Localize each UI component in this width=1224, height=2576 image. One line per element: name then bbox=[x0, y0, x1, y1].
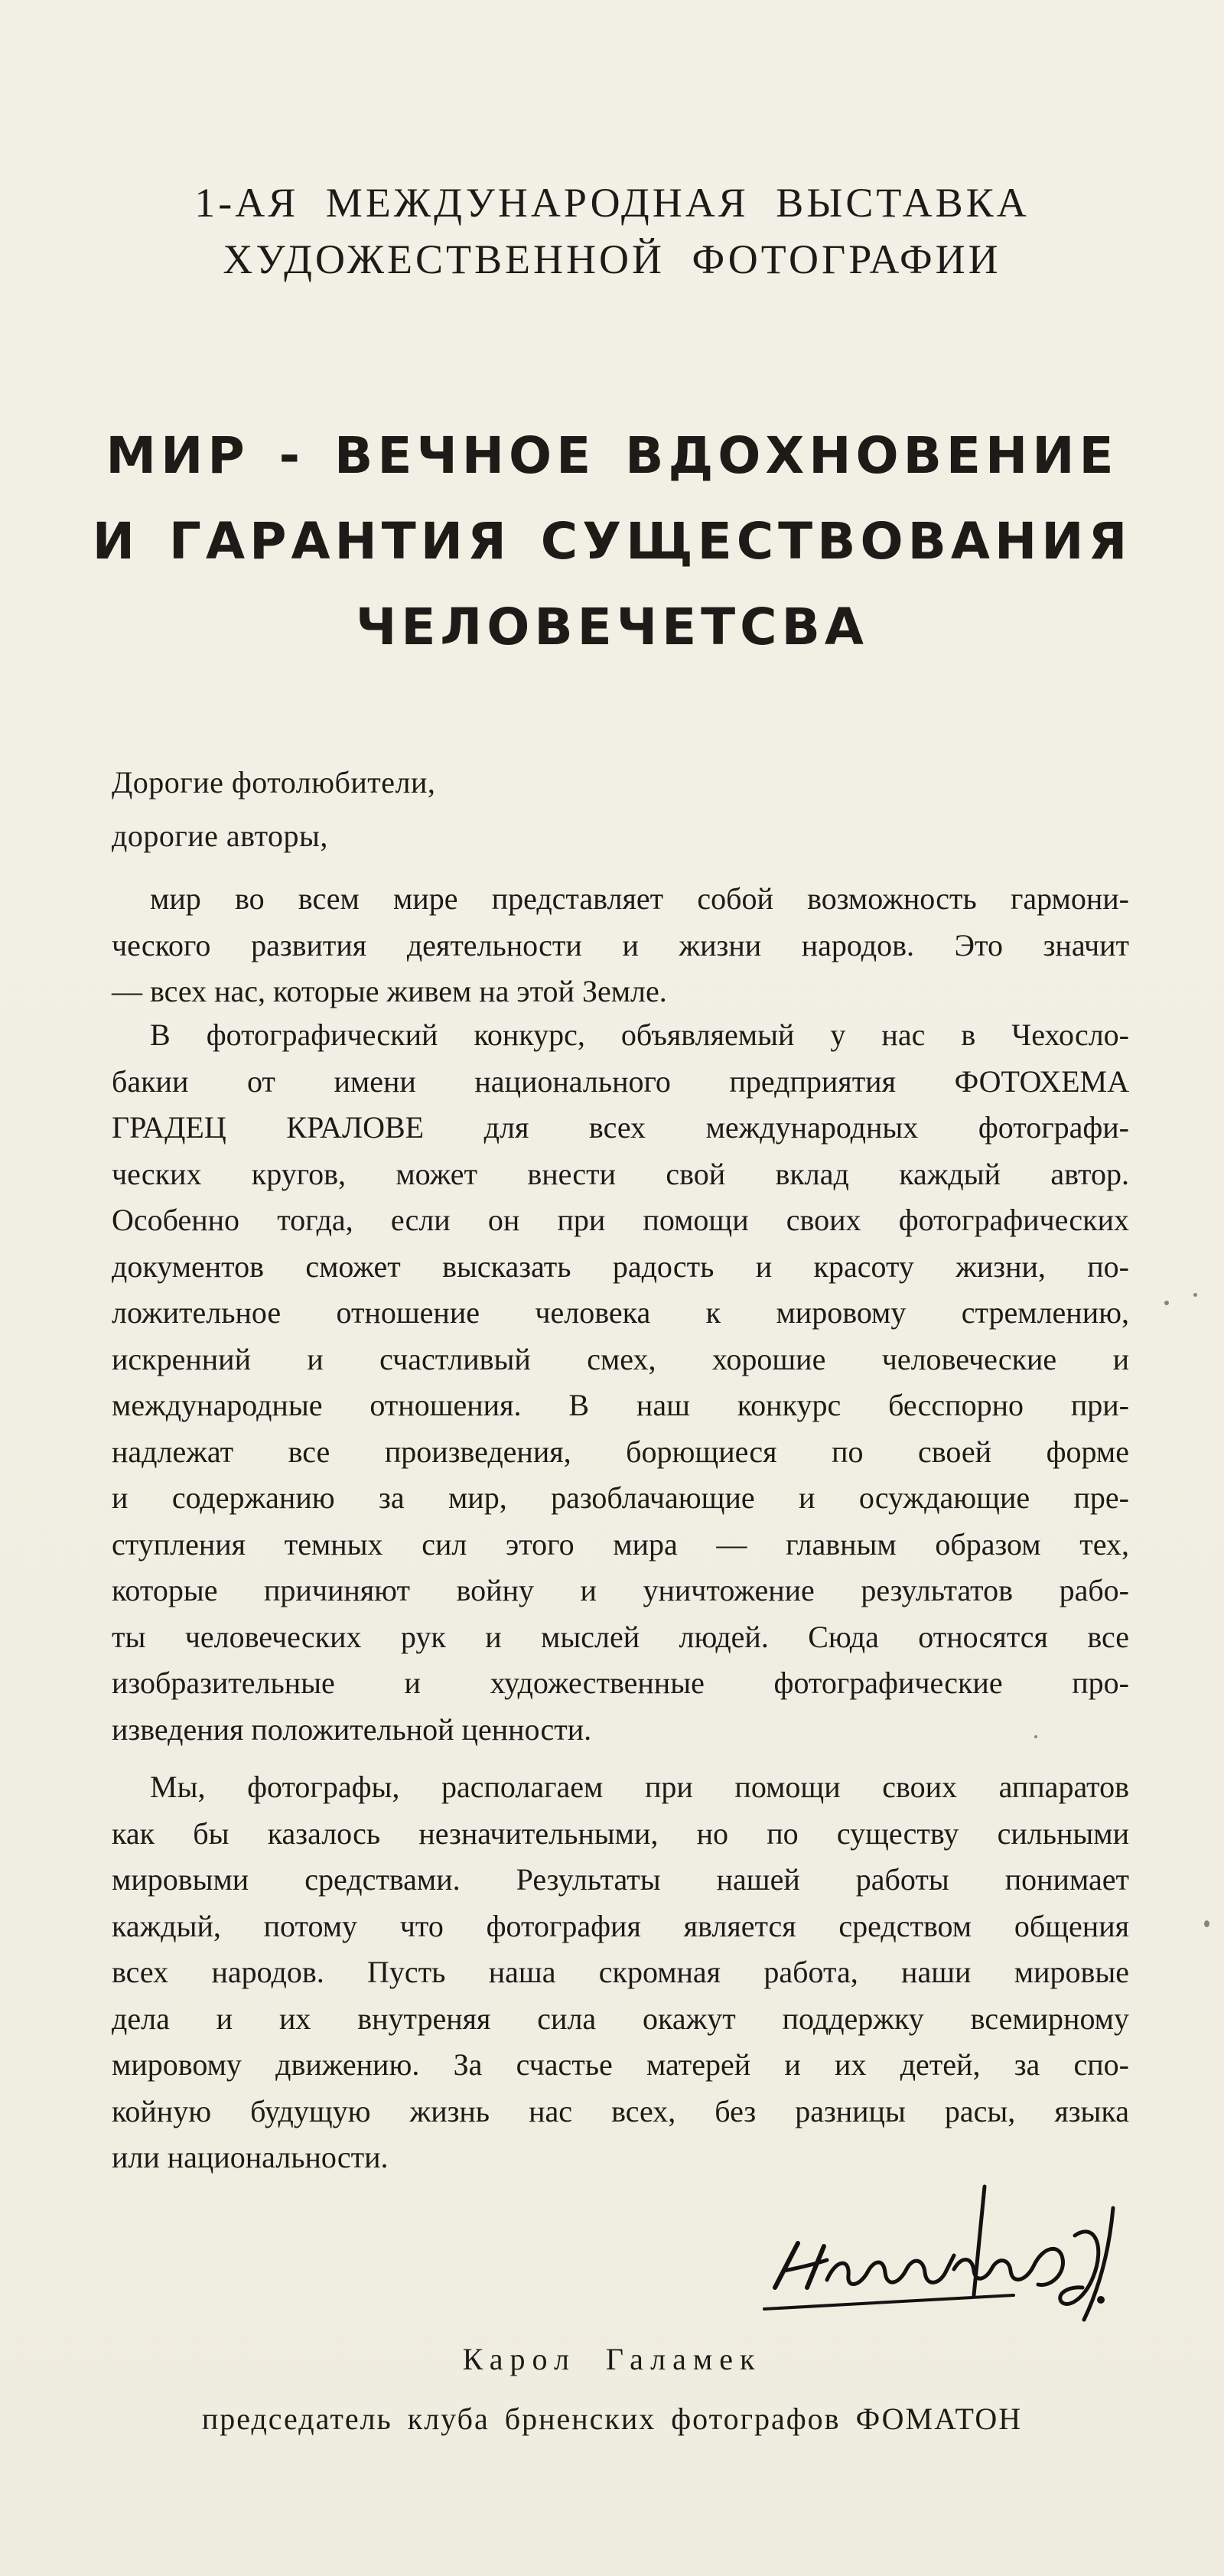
signer-role: председатель клуба брненских фотографов ФОМАТОН bbox=[201, 2402, 1023, 2436]
paragraph-line: Мы, фотографы, располагаем при помощи своих аппаратов bbox=[150, 1770, 1129, 1804]
paragraph-line: — всех нас, которые живем на этой Земле. bbox=[112, 974, 667, 1008]
greeting-line-2: дорогие авторы, bbox=[112, 819, 328, 853]
paragraph-line: В фотографический конкурс, объявляемый у нас в Чехосло- bbox=[150, 1018, 1129, 1052]
handwritten-signature-icon bbox=[754, 2173, 1128, 2349]
paragraph-line: мировыми средствами. Результаты нашей работы понимает bbox=[112, 1862, 1129, 1897]
paragraph-line: которые причиняют войну и уничтожение результатов рабо- bbox=[112, 1573, 1129, 1607]
paragraph-line: надлежат все произведения, борющиеся по своей форме bbox=[112, 1434, 1129, 1469]
paragraph-line: ложительное отношение человека к мировому стремлению, bbox=[112, 1295, 1129, 1330]
paragraph-line: изведения положительной ценности. bbox=[112, 1711, 592, 1747]
paragraph-line: бакии от имени национального предприятия ФОТОХЕМА bbox=[112, 1063, 1129, 1099]
exhibition-title-line-2: ХУДОЖЕСТВЕННОЙ ФОТОГРАФИИ bbox=[223, 236, 1001, 282]
paragraph-line: каждый, потому что фотография является средством общения bbox=[112, 1908, 1129, 1943]
paragraph-line: всех народов. Пусть наша скромная работа, наши мировые bbox=[112, 1955, 1129, 1989]
exhibition-title bbox=[0, 174, 1224, 288]
paragraph-line: международные отношения. В наш конкурс бесспорно при- bbox=[112, 1388, 1129, 1422]
paragraph-line: ческого развития деятельности и жизни народов. Это значит bbox=[112, 927, 1129, 962]
paragraph-line: и содержанию за мир, разоблачающие и осуждающие пре- bbox=[112, 1480, 1129, 1515]
paper-speck bbox=[1034, 1735, 1037, 1738]
paragraph-1 bbox=[112, 876, 1129, 1015]
paragraph-line: дела и их внутреняя сила окажут поддержку всемирному bbox=[112, 2001, 1129, 2036]
paragraph-line: Особенно тогда, если он при помощи своих фотографических bbox=[112, 1203, 1129, 1237]
main-heading-line-1: МИР - ВЕЧНОЕ ВДОХНОВЕНИЕ bbox=[106, 426, 1118, 485]
main-heading-line-2: И ГАРАНТИЯ СУЩЕСТВОВАНИЯ bbox=[92, 512, 1132, 571]
main-heading bbox=[0, 413, 1224, 670]
greeting-line-1: Дорогие фотолюбители, bbox=[112, 765, 436, 800]
paragraph-line: мировому движению. За счастье матерей и их детей, за спо- bbox=[112, 2047, 1129, 2082]
paragraph-line: койную будущую жизнь нас всех, без разницы расы, языка bbox=[112, 2093, 1129, 2128]
paragraph-line: документов сможет высказать радость и красоту жизни, по- bbox=[112, 1249, 1129, 1284]
paper-speck bbox=[1193, 1293, 1197, 1297]
paragraph-line: изобразительные и художественные фотографические про- bbox=[112, 1666, 1129, 1700]
paragraph-line: или национальности. bbox=[112, 2140, 389, 2174]
greeting bbox=[112, 756, 435, 863]
paragraph-line: ступления темных сил этого мира — главным образом тех, bbox=[112, 1526, 1129, 1562]
exhibition-title-line-1: 1-АЯ МЕЖДУНАРОДНАЯ ВЫСТАВКА bbox=[194, 180, 1030, 226]
paragraph-2 bbox=[112, 1012, 1129, 1753]
paragraph-line: искренний и счастливый смех, хорошие человеческие и bbox=[112, 1341, 1129, 1376]
paragraph-line: мир во всем мире представляет собой возможность гармони- bbox=[150, 881, 1129, 916]
paragraph-line: ты человеческих рук и мыслей людей. Сюда относятся все bbox=[112, 1619, 1129, 1654]
main-heading-line-3: ЧЕЛОВЕЧЕТСВА bbox=[356, 598, 868, 656]
paragraph-line: как бы казалось незначительными, но по существу сильными bbox=[112, 1816, 1129, 1851]
paper-speck bbox=[1204, 1920, 1209, 1927]
paper-speck bbox=[1164, 1301, 1169, 1305]
paragraph-line: ГРАДЕЦ КРАЛОВЕ для всех международных фотографи- bbox=[112, 1110, 1129, 1145]
paragraph-3 bbox=[112, 1764, 1129, 2181]
paragraph-line: ческих кругов, может внести свой вклад каждый автор. bbox=[112, 1156, 1129, 1191]
signer-name: Карол Галамек bbox=[462, 2342, 762, 2376]
